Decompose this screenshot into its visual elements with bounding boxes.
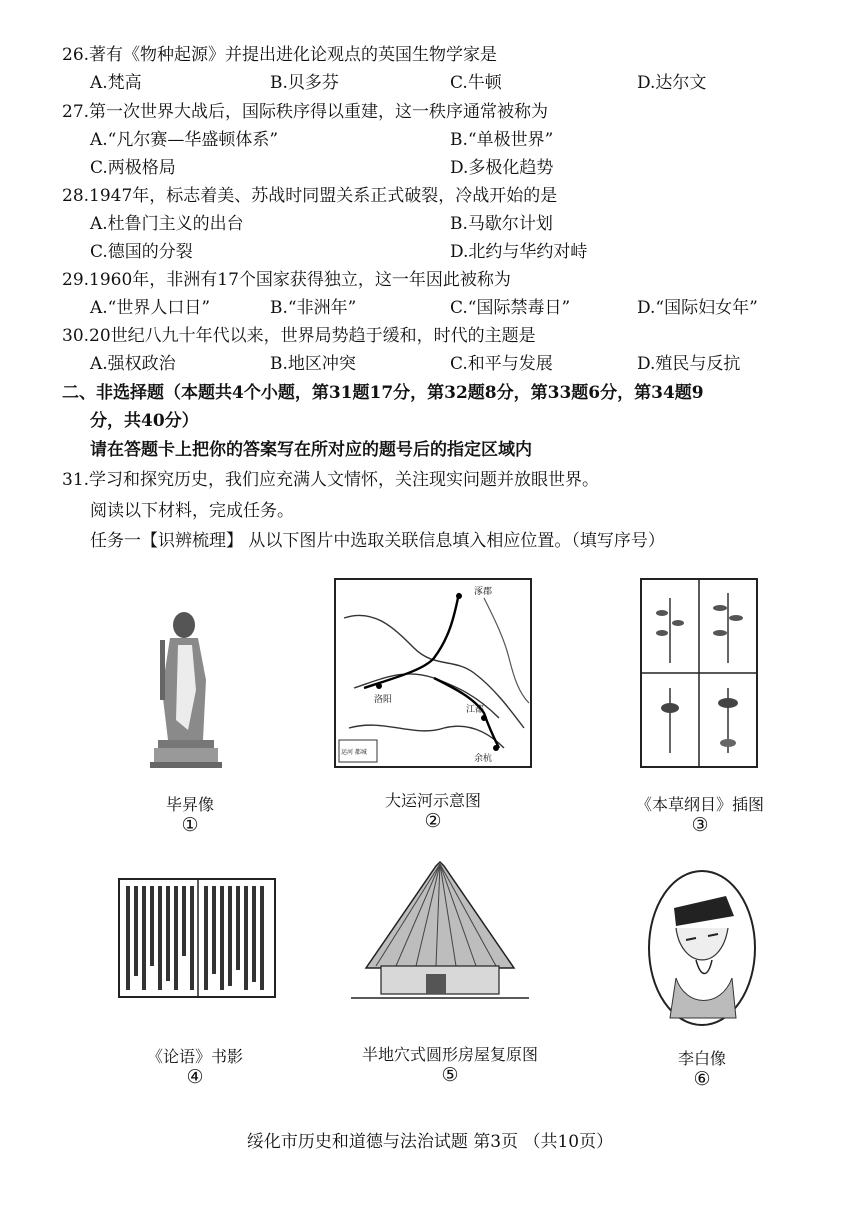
- q29-option-d: D.“国际妇女年”: [637, 298, 758, 318]
- q28-option-a: A.杜鲁门主义的出台: [90, 214, 244, 234]
- section-2-heading-cont: 分，共40分）: [90, 411, 199, 431]
- map-label-zhuojun: 涿郡: [474, 587, 493, 597]
- question-28-stem: 28.1947年，标志着美、苏战时同盟关系正式破裂，冷战开始的是: [62, 186, 558, 206]
- map-legend: 运河 都城: [341, 749, 367, 756]
- page-footer: 绥化市历史和道德与法治试题 第3页 （共10页）: [246, 1132, 614, 1152]
- q30-option-d: D.殖民与反抗: [637, 354, 741, 374]
- q27-option-d: D.多极化趋势: [450, 158, 554, 178]
- lunyu-book-page-figure: [118, 878, 276, 998]
- q28-option-c: C.德国的分裂: [90, 242, 193, 262]
- li-bai-portrait-figure: [646, 868, 758, 1028]
- grand-canal-map-figure: [334, 578, 532, 768]
- semi-subterranean-house-figure: [346, 858, 534, 1010]
- figure-2-number: ②: [424, 810, 442, 832]
- q30-option-b: B.地区冲突: [270, 354, 356, 374]
- map-label-yuhang: 余杭: [474, 754, 493, 764]
- question-27-stem: 27.第一次世界大战后，国际秩序得以重建，这一秩序通常被称为: [62, 102, 549, 122]
- question-29-stem: 29.1960年，非洲有17个国家获得独立，这一年因此被称为: [62, 270, 511, 290]
- figure-4-number: ④: [186, 1066, 204, 1088]
- figure-6-caption: 李白像: [677, 1049, 726, 1068]
- q31-task-1: 任务一【识辨梳理】 从以下图片中选取关联信息填入相应位置。（填写序号）: [90, 531, 665, 551]
- q26-option-b: B.贝多芬: [270, 73, 339, 93]
- q26-option-c: C.牛顿: [450, 73, 502, 93]
- question-26-stem: 26.著有《物种起源》并提出进化论观点的英国生物学家是: [62, 45, 498, 65]
- figure-5-number: ⑤: [441, 1064, 459, 1086]
- figure-3-number: ③: [691, 814, 709, 836]
- q28-option-b: B.马歇尔计划: [450, 214, 553, 234]
- figure-3-caption: 《本草纲目》插图: [635, 795, 764, 814]
- figure-1-caption: 毕昇像: [165, 795, 214, 814]
- figure-5-caption: 半地穴式圆形房屋复原图: [361, 1045, 538, 1064]
- q30-option-c: C.和平与发展: [450, 354, 553, 374]
- q29-option-a: A.“世界人口日”: [90, 298, 211, 318]
- q26-option-a: A.梵高: [90, 73, 142, 93]
- figure-4-caption: 《论语》书影: [146, 1047, 243, 1066]
- q29-option-b: B.“非洲年”: [270, 298, 357, 318]
- bencao-gangmu-illustration-figure: [640, 578, 758, 768]
- q27-option-b: B.“单极世界”: [450, 130, 554, 150]
- q27-option-c: C.两极格局: [90, 158, 176, 178]
- bisheng-statue-figure: [148, 600, 228, 770]
- map-label-jiangdu: 江都: [466, 705, 485, 715]
- section-2-heading: 二、非选择题（本题共4个小题，第31题17分，第32题8分，第33题6分，第34题9: [62, 383, 704, 403]
- figure-1-number: ①: [181, 814, 199, 836]
- answer-instruction: 请在答题卡上把你的答案写在所对应的题号后的指定区域内: [90, 440, 532, 460]
- q31-read-instruction: 阅读以下材料，完成任务。: [90, 501, 294, 521]
- figure-6-number: ⑥: [693, 1068, 711, 1090]
- question-30-stem: 30.20世纪八九十年代以来，世界局势趋于缓和，时代的主题是: [62, 326, 536, 346]
- q26-option-d: D.达尔文: [637, 73, 707, 93]
- q28-option-d: D.北约与华约对峙: [450, 242, 588, 262]
- q30-option-a: A.强权政治: [90, 354, 176, 374]
- question-31-stem: 31.学习和探究历史，我们应充满人文情怀，关注现实问题并放眼世界。: [62, 470, 600, 490]
- map-label-luoyang: 洛阳: [374, 695, 393, 705]
- figure-2-caption: 大运河示意图: [384, 791, 481, 810]
- q29-option-c: C.“国际禁毒日”: [450, 298, 571, 318]
- q27-option-a: A.“凡尔赛—华盛顿体系”: [90, 130, 279, 150]
